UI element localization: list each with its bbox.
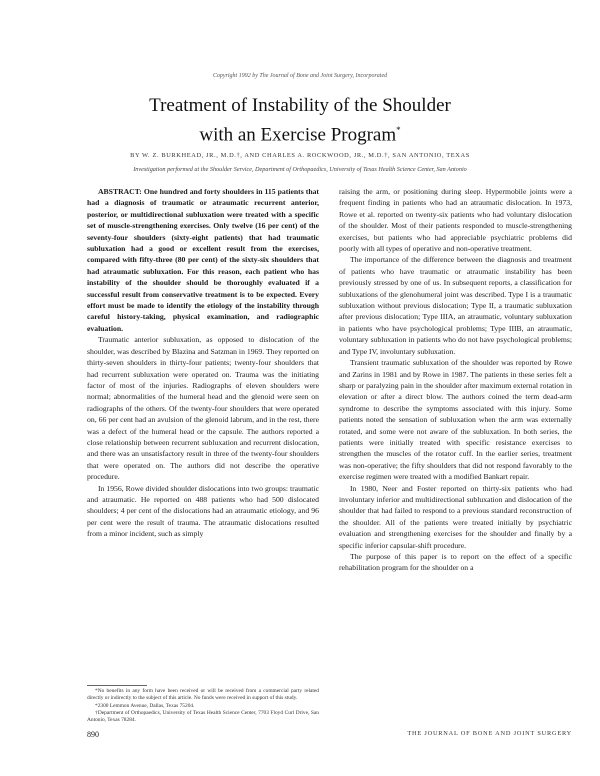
body-paragraph: The importance of the difference between the diagnosis and treatment of patients who have traumatic or atraumatic instability has been previously stressed by one of us. In subsequent reports, a classification for subluxations of the glenohumeral joint was described. Type I is a traumatic subluxation without previous dislocation; Type II, a traumatic subluxation after previous dislocation; Type IIIA, an atraumatic, voluntary subluxation in patients who have psychological problems; Type IIIB, an atraumatic, voluntary subluxation in patients who do not have psychological problems; and Type IV, involuntary subluxation. xyxy=(339,255,572,356)
footnote: *No benefits in any form have been received or will be received from a commercial party related directly or indirectly to the subject of this article. No funds were received in support of this study. xyxy=(87,688,319,702)
abstract xyxy=(87,186,319,334)
body-paragraph: Transient traumatic subluxation of the shoulder was reported by Rowe and Zarins in 1981 and by Rowe in 1987. The patients in these series felt a sharp or paralyzing pain in the shoulder after maximum external rotation in elevation or after a direct blow. The authors coined the term dead-arm syndrome to describe the symptoms associated with this injury. Some patients noted the sensation of subluxation when the arm was externally rotated, and some were not aware of the subluxation. In both series, the patients were initially treated with specific resistance exercises to strengthen the muscles of the rotator cuff. In the earlier series, treatment was non-operative; the fifty shoulders that did not respond favorably to the exercise regimen were treated with a modified Bankart repair. xyxy=(339,358,572,482)
title-line-1: Treatment of Instability of the Shoulder xyxy=(149,95,451,116)
abstract-text: One hundred and forty shoulders in 115 patients that had a diagnosis of traumatic or atraumatic recurrent anterior, posterior, or multidirectional subluxation were treated with a specific set of muscle-strengthening exercises. Only twelve (16 per cent) of the seventy-four shoulders (sixty-eight patients) that had traumatic subluxation had a good or excellent result from the exercises, compared with fifty-three (80 per cent) of the sixty-six shoulders that had atraumatic subluxation. For this reason, each patient who has instability of the shoulder should be thoroughly evaluated if a successful result from conservative treatment is to be expected. Every effort must be made to identify the etiology of the instability through careful history-taking, physical examination, and radiographic evaluation. xyxy=(87,187,319,333)
journal-running-footer: THE JOURNAL OF BONE AND JOINT SURGERY xyxy=(407,730,572,737)
footnote: †Department of Orthopaedics, University of Texas Health Science Center, 7703 Floyd Curl Drive, San Antonio, Texas 78284. xyxy=(87,709,319,724)
title-line-2 xyxy=(0,118,600,147)
title-footnote-mark: * xyxy=(396,125,401,135)
right-column xyxy=(339,186,572,574)
page-number: 890 xyxy=(87,730,99,739)
copyright-line: Copyright 1992 by The Journal of Bone and Joint Surgery, Incorporated xyxy=(212,73,388,79)
footnote-divider xyxy=(87,685,147,686)
author-line: BY W. Z. BURKHEAD, JR., M.D.†, AND CHARLES A. ROCKWOOD, JR., M.D.†, SAN ANTONIO, TEXAS xyxy=(130,152,470,159)
body-paragraph: In 1980, Neer and Foster reported on thirty-six patients who had involuntary inferior and multidirectional subluxation and dislocation of the shoulder that had failed to respond to a previous standard reconstruction of the shoulder. All of the patients were treated initially by psychiatric evaluation and strengthening exercises for the shoulder and finally by a specific inferior capsular-shift procedure. xyxy=(339,483,572,550)
footnote: *2300 Lemmon Avenue, Dallas, Texas 75204. xyxy=(95,702,195,709)
article-title xyxy=(0,94,600,147)
body-paragraph: raising the arm, or positioning during sleep. Hypermobile joints were a frequent finding in patients who had an atraumatic dislocation. In 1973, Rowe et al. reported on twenty-six patients who had voluntary dislocation of the shoulder. Most of their patients responded to muscle-strengthening exercises, but patients who had appreciable psychiatric problems did poorly with all types of operative and non-operative treatment. xyxy=(339,187,572,254)
body-paragraph: In 1956, Rowe divided shoulder dislocations into two groups: traumatic and atraumatic. He reported on 488 patients who had 500 dislocated shoulders; 4 per cent of the dislocations had an atraumatic etiology, and 96 per cent were the result of trauma. The atraumatic dislocations resulted from a minor incident, such as simply xyxy=(87,483,319,539)
abstract-label: ABSTRACT: xyxy=(98,187,142,196)
body-paragraph: Traumatic anterior subluxation, as opposed to dislocation of the shoulder, was described by Blazina and Satzman in 1969. They reported on thirty-seven shoulders in thirty-four patients; twenty-four shoulders that had recurrent subluxation were operated on. Trauma was the initiating factor of most of the injuries. Radiographs of eleven shoulders were normal; abnormalities of the humeral head and the glenoid were seen on radiographs of the others. Of the twenty-four shoulders that were operated on, 66 per cent had an avulsion of the glenoid labrum, and in the rest, there was a defect of the humeral head or the capsule. The authors reported a close relationship between recurrent subluxation and recurrent dislocation, and there was an unsatisfactory result in three of the twenty-four shoulders that were operated on. The authors did not describe the operative procedure. xyxy=(87,335,319,482)
footnotes xyxy=(87,688,319,724)
left-column xyxy=(87,186,319,540)
title-line-2-text: with an Exercise Program xyxy=(199,124,397,146)
institution-line: Investigation performed at the Shoulder Service, Department of Orthopaedics, University of Texas Health Science Center, San Antonio xyxy=(133,166,467,173)
body-paragraph: The purpose of this paper is to report on the effect of a specific rehabilitation program for the shoulder on a xyxy=(339,552,572,573)
